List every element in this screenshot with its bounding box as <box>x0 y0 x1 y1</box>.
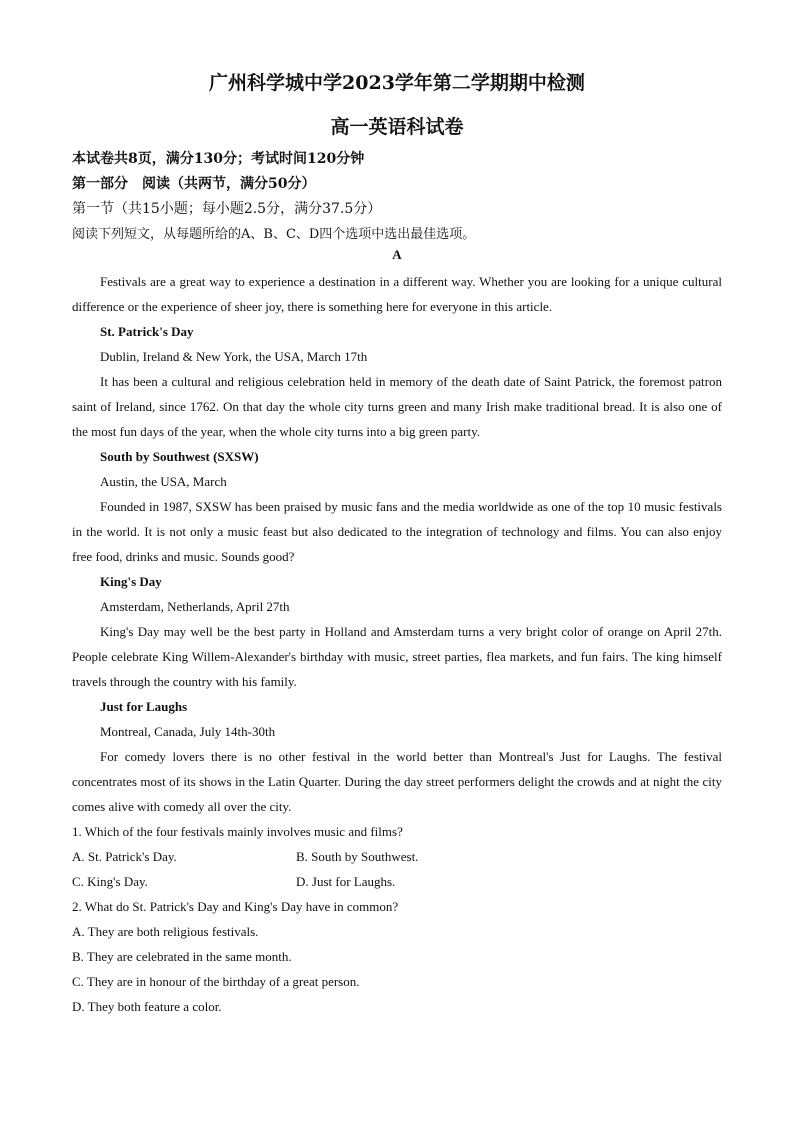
festival-text: It has been a cultural and religious celebration held in memory of the death date of Saint Patrick, the foremost patron saint of Ireland, since 1762. On that day the whole city turns green and many Irish make traditional bread. It is also one of the most fun days of the year, when the whole city turns into a big green party. <box>72 374 722 439</box>
option-row <box>72 844 722 869</box>
option-c: C. King's Day. <box>72 874 148 889</box>
festival-text: King's Day may well be the best party in Holland and Amsterdam turns a very bright color of orange on April 27th. People celebrate King Willem-Alexander's birthday with music, street parties, flea markets, and fun fairs. The king himself travels through the country with his family. <box>72 624 722 689</box>
exam-info: 本试卷共8页，满分130分；考试时间120分钟 <box>72 151 365 167</box>
option-b: B. South by Southwest. <box>296 849 419 864</box>
option-a: A. They are both religious festivals. <box>72 924 259 939</box>
festival-location: Amsterdam, Netherlands, April 27th <box>100 599 290 614</box>
exam-title: 广州科学城中学2023学年第二学期期中检测 <box>209 72 585 94</box>
section-title: 第一节（共15小题；每小题2.5分，满分37.5分） <box>72 201 382 217</box>
passage-content <box>72 269 722 1019</box>
option-c: C. They are in honour of the birthday of a great person. <box>72 974 360 989</box>
festival-name: Just for Laughs <box>100 699 188 714</box>
passage-intro: Festivals are a great way to experience a destination in a different way. Whether you are looking for a unique cultural difference or the experience of sheer joy, there is something here for everyone in this article. <box>72 274 722 314</box>
option-b: B. They are celebrated in the same month. <box>72 949 292 964</box>
option-a: A. St. Patrick's Day. <box>72 849 177 864</box>
festival-location: Montreal, Canada, July 14th-30th <box>100 724 276 739</box>
part-title: 第一部分 阅读（共两节，满分50分） <box>72 176 316 192</box>
passage-label: A <box>392 247 402 262</box>
festival-location: Dublin, Ireland & New York, the USA, March 17th <box>100 349 368 364</box>
option-d: D. They both feature a color. <box>72 999 222 1014</box>
question-stem: 2. What do St. Patrick's Day and King's Day have in common? <box>72 899 399 914</box>
option-d: D. Just for Laughs. <box>296 874 396 889</box>
festival-text: For comedy lovers there is no other festival in the world better than Montreal's Just for Laughs. The festival concentrates most of its shows in the Latin Quarter. During the day street performers delight the crowds and at night the city comes alive with comedy all over the city. <box>72 749 722 814</box>
instruction: 阅读下列短文，从每题所给的A、B、C、D四个选项中选出最佳选项。 <box>72 227 476 242</box>
exam-subtitle: 高一英语科试卷 <box>330 116 464 138</box>
festival-text: Founded in 1987, SXSW has been praised by music fans and the media worldwide as one of the top 10 music festivals in the world. It is not only a music feast but also dedicated to the integration of technology and films. You can also enjoy free food, drinks and music. Sounds good? <box>72 499 722 564</box>
festival-name: King's Day <box>100 574 162 589</box>
festival-name: South by Southwest (SXSW) <box>100 449 259 464</box>
festival-location: Austin, the USA, March <box>100 474 227 489</box>
festival-name: St. Patrick's Day <box>100 324 194 339</box>
question-stem: 1. Which of the four festivals mainly involves music and films? <box>72 824 403 839</box>
option-row <box>72 869 722 894</box>
